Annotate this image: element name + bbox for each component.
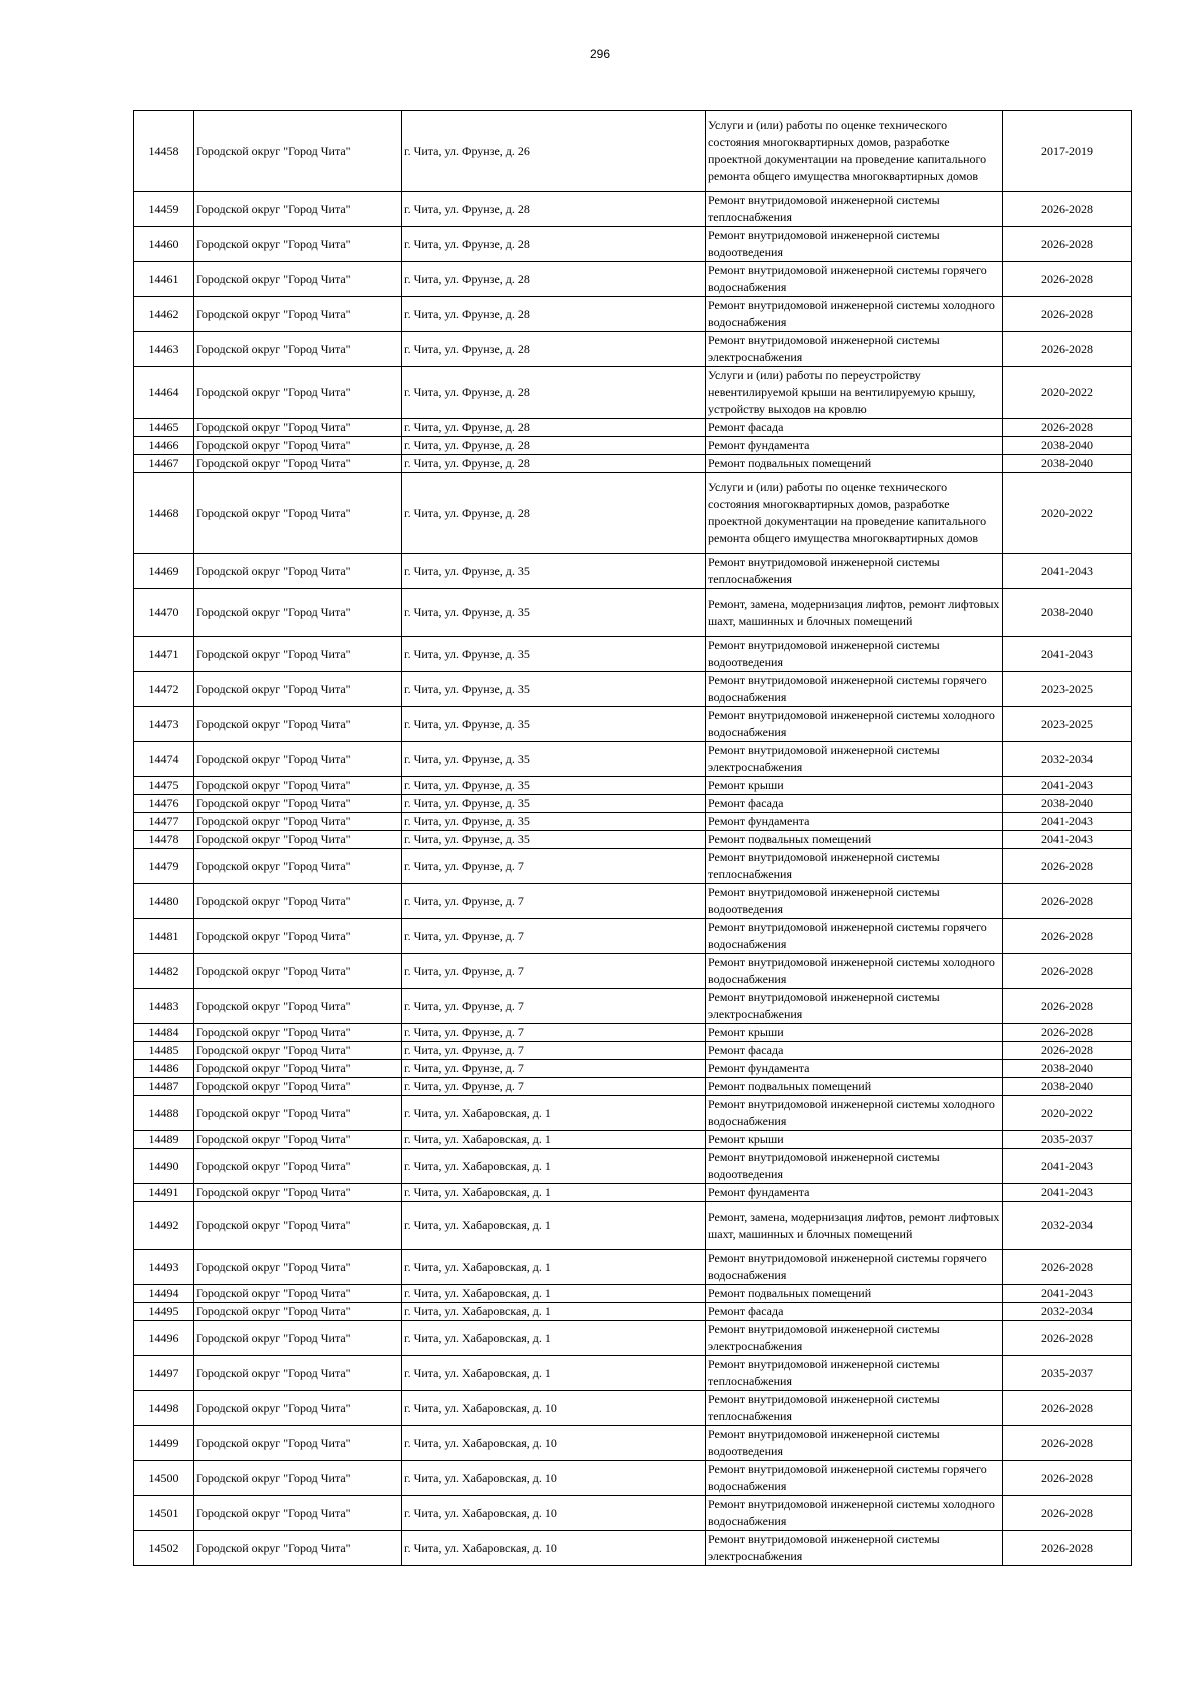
work-type-cell: Услуги и (или) работы по оценке технического состояния многоквартирных домов, разработке проектной документации на проведение капитального ремонта общего имущества многоквартирных домов [706,473,1003,554]
table-row [134,1202,1132,1250]
work-type-cell: Ремонт внутридомовой инженерной системы теплоснабжения [706,554,1003,589]
period-cell: 2038-2040 [1003,1078,1132,1096]
work-type-cell: Ремонт подвальных помещений [706,1078,1003,1096]
address-cell: г. Чита, ул. Хабаровская, д. 1 [402,1096,706,1131]
table-row [134,262,1132,297]
municipality-cell: Городской округ "Город Чита" [194,455,402,473]
row-number: 14467 [134,455,194,473]
municipality-cell: Городской округ "Город Чита" [194,419,402,437]
table-row [134,1531,1132,1566]
municipality-cell: Городской округ "Город Чита" [194,989,402,1024]
row-number: 14485 [134,1042,194,1060]
address-cell: г. Чита, ул. Фрунзе, д. 35 [402,637,706,672]
period-cell: 2032-2034 [1003,1303,1132,1321]
row-number: 14465 [134,419,194,437]
work-type-cell: Ремонт фасада [706,1042,1003,1060]
municipality-cell: Городской округ "Город Чита" [194,1461,402,1496]
address-cell: г. Чита, ул. Фрунзе, д. 35 [402,795,706,813]
row-number: 14473 [134,707,194,742]
work-type-cell: Ремонт внутридомовой инженерной системы водоотведения [706,1426,1003,1461]
municipality-cell: Городской округ "Город Чита" [194,367,402,419]
period-cell: 2026-2028 [1003,227,1132,262]
row-number: 14472 [134,672,194,707]
table-row [134,989,1132,1024]
work-type-cell: Ремонт внутридомовой инженерной системы водоотведения [706,637,1003,672]
table-row [134,1303,1132,1321]
period-cell: 2026-2028 [1003,919,1132,954]
address-cell: г. Чита, ул. Хабаровская, д. 10 [402,1461,706,1496]
table-row [134,795,1132,813]
table-row [134,1496,1132,1531]
municipality-cell: Городской округ "Город Чита" [194,1356,402,1391]
period-cell: 2026-2028 [1003,262,1132,297]
address-cell: г. Чита, ул. Хабаровская, д. 1 [402,1202,706,1250]
table-row [134,1426,1132,1461]
address-cell: г. Чита, ул. Фрунзе, д. 28 [402,192,706,227]
address-cell: г. Чита, ул. Фрунзе, д. 7 [402,884,706,919]
work-type-cell: Ремонт подвальных помещений [706,1285,1003,1303]
address-cell: г. Чита, ул. Фрунзе, д. 28 [402,455,706,473]
work-type-cell: Ремонт внутридомовой инженерной системы горячего водоснабжения [706,262,1003,297]
work-type-cell: Ремонт, замена, модернизация лифтов, ремонт лифтовых шахт, машинных и блочных помещений [706,1202,1003,1250]
row-number: 14493 [134,1250,194,1285]
municipality-cell: Городской округ "Город Чита" [194,1496,402,1531]
row-number: 14461 [134,262,194,297]
row-number: 14478 [134,831,194,849]
period-cell: 2026-2028 [1003,419,1132,437]
municipality-cell: Городской округ "Город Чита" [194,919,402,954]
address-cell: г. Чита, ул. Фрунзе, д. 35 [402,707,706,742]
work-type-cell: Услуги и (или) работы по переустройству невентилируемой крыши на вентилируемую крышу, устройству выходов на кровлю [706,367,1003,419]
municipality-cell: Городской округ "Город Чита" [194,227,402,262]
address-cell: г. Чита, ул. Фрунзе, д. 35 [402,742,706,777]
address-cell: г. Чита, ул. Фрунзе, д. 26 [402,111,706,192]
row-number: 14486 [134,1060,194,1078]
row-number: 14483 [134,989,194,1024]
row-number: 14484 [134,1024,194,1042]
address-cell: г. Чита, ул. Хабаровская, д. 1 [402,1356,706,1391]
work-type-cell: Ремонт внутридомовой инженерной системы горячего водоснабжения [706,1461,1003,1496]
municipality-cell: Городской округ "Город Чита" [194,437,402,455]
row-number: 14464 [134,367,194,419]
address-cell: г. Чита, ул. Хабаровская, д. 1 [402,1250,706,1285]
period-cell: 2035-2037 [1003,1131,1132,1149]
address-cell: г. Чита, ул. Фрунзе, д. 35 [402,589,706,637]
work-type-cell: Ремонт подвальных помещений [706,831,1003,849]
work-type-cell: Ремонт фасада [706,795,1003,813]
row-number: 14476 [134,795,194,813]
row-number: 14480 [134,884,194,919]
address-cell: г. Чита, ул. Фрунзе, д. 7 [402,989,706,1024]
period-cell: 2038-2040 [1003,589,1132,637]
row-number: 14498 [134,1391,194,1426]
municipality-cell: Городской округ "Город Чита" [194,1426,402,1461]
work-type-cell: Ремонт внутридомовой инженерной системы электроснабжения [706,332,1003,367]
repair-schedule-table [133,110,1132,1566]
work-type-cell: Ремонт крыши [706,1131,1003,1149]
municipality-cell: Городской округ "Город Чита" [194,332,402,367]
period-cell: 2035-2037 [1003,1356,1132,1391]
period-cell: 2038-2040 [1003,795,1132,813]
work-type-cell: Ремонт внутридомовой инженерной системы электроснабжения [706,1531,1003,1566]
municipality-cell: Городской округ "Город Чита" [194,1024,402,1042]
row-number: 14491 [134,1184,194,1202]
municipality-cell: Городской округ "Город Чита" [194,1303,402,1321]
address-cell: г. Чита, ул. Фрунзе, д. 7 [402,1060,706,1078]
address-cell: г. Чита, ул. Фрунзе, д. 35 [402,777,706,795]
period-cell: 2026-2028 [1003,954,1132,989]
row-number: 14479 [134,849,194,884]
address-cell: г. Чита, ул. Хабаровская, д. 1 [402,1131,706,1149]
period-cell: 2023-2025 [1003,707,1132,742]
work-type-cell: Ремонт внутридомовой инженерной системы холодного водоснабжения [706,707,1003,742]
table-row [134,332,1132,367]
municipality-cell: Городской округ "Город Чита" [194,1078,402,1096]
table-row [134,1149,1132,1184]
table-row [134,473,1132,554]
row-number: 14492 [134,1202,194,1250]
period-cell: 2041-2043 [1003,777,1132,795]
table-row [134,777,1132,795]
period-cell: 2026-2028 [1003,1042,1132,1060]
work-type-cell: Ремонт, замена, модернизация лифтов, ремонт лифтовых шахт, машинных и блочных помещений [706,589,1003,637]
address-cell: г. Чита, ул. Фрунзе, д. 28 [402,297,706,332]
table-row [134,111,1132,192]
row-number: 14471 [134,637,194,672]
table-row [134,1461,1132,1496]
work-type-cell: Ремонт фундамента [706,813,1003,831]
municipality-cell: Городской округ "Город Чита" [194,111,402,192]
municipality-cell: Городской округ "Город Чита" [194,1250,402,1285]
row-number: 14458 [134,111,194,192]
table-row [134,1285,1132,1303]
period-cell: 2026-2028 [1003,1024,1132,1042]
address-cell: г. Чита, ул. Хабаровская, д. 10 [402,1496,706,1531]
row-number: 14494 [134,1285,194,1303]
period-cell: 2041-2043 [1003,554,1132,589]
municipality-cell: Городской округ "Город Чита" [194,192,402,227]
municipality-cell: Городской округ "Город Чита" [194,672,402,707]
period-cell: 2020-2022 [1003,367,1132,419]
row-number: 14460 [134,227,194,262]
row-number: 14466 [134,437,194,455]
row-number: 14468 [134,473,194,554]
address-cell: г. Чита, ул. Фрунзе, д. 28 [402,227,706,262]
address-cell: г. Чита, ул. Фрунзе, д. 7 [402,1042,706,1060]
table-row [134,672,1132,707]
table-row [134,849,1132,884]
work-type-cell: Ремонт фасада [706,419,1003,437]
table-row [134,1060,1132,1078]
work-type-cell: Ремонт внутридомовой инженерной системы водоотведения [706,884,1003,919]
work-type-cell: Ремонт фундамента [706,437,1003,455]
address-cell: г. Чита, ул. Хабаровская, д. 1 [402,1303,706,1321]
municipality-cell: Городской округ "Город Чита" [194,795,402,813]
municipality-cell: Городской округ "Город Чита" [194,554,402,589]
address-cell: г. Чита, ул. Хабаровская, д. 1 [402,1321,706,1356]
table-row [134,742,1132,777]
table-row [134,419,1132,437]
address-cell: г. Чита, ул. Хабаровская, д. 1 [402,1184,706,1202]
municipality-cell: Городской округ "Город Чита" [194,637,402,672]
municipality-cell: Городской округ "Город Чита" [194,262,402,297]
row-number: 14488 [134,1096,194,1131]
municipality-cell: Городской округ "Город Чита" [194,1184,402,1202]
municipality-cell: Городской округ "Город Чита" [194,849,402,884]
work-type-cell: Ремонт внутридомовой инженерной системы водоотведения [706,227,1003,262]
table-row [134,919,1132,954]
period-cell: 2020-2022 [1003,473,1132,554]
row-number: 14463 [134,332,194,367]
municipality-cell: Городской округ "Город Чита" [194,1042,402,1060]
work-type-cell: Ремонт крыши [706,1024,1003,1042]
row-number: 14497 [134,1356,194,1391]
address-cell: г. Чита, ул. Фрунзе, д. 35 [402,813,706,831]
table-row [134,954,1132,989]
period-cell: 2020-2022 [1003,1096,1132,1131]
work-type-cell: Ремонт внутридомовой инженерной системы теплоснабжения [706,849,1003,884]
work-type-cell: Ремонт внутридомовой инженерной системы холодного водоснабжения [706,1496,1003,1531]
table-row [134,589,1132,637]
table-row [134,1024,1132,1042]
municipality-cell: Городской округ "Город Чита" [194,813,402,831]
table-row [134,1096,1132,1131]
work-type-cell: Ремонт внутридомовой инженерной системы горячего водоснабжения [706,672,1003,707]
period-cell: 2026-2028 [1003,1496,1132,1531]
address-cell: г. Чита, ул. Хабаровская, д. 10 [402,1426,706,1461]
work-type-cell: Ремонт внутридомовой инженерной системы водоотведения [706,1149,1003,1184]
period-cell: 2026-2028 [1003,884,1132,919]
period-cell: 2017-2019 [1003,111,1132,192]
municipality-cell: Городской округ "Город Чита" [194,1131,402,1149]
row-number: 14501 [134,1496,194,1531]
period-cell: 2041-2043 [1003,1184,1132,1202]
work-type-cell: Ремонт подвальных помещений [706,455,1003,473]
table-row [134,367,1132,419]
row-number: 14462 [134,297,194,332]
municipality-cell: Городской округ "Город Чита" [194,1096,402,1131]
address-cell: г. Чита, ул. Фрунзе, д. 28 [402,437,706,455]
work-type-cell: Ремонт внутридомовой инженерной системы теплоснабжения [706,1391,1003,1426]
period-cell: 2026-2028 [1003,297,1132,332]
table-row [134,884,1132,919]
row-number: 14499 [134,1426,194,1461]
row-number: 14459 [134,192,194,227]
address-cell: г. Чита, ул. Фрунзе, д. 28 [402,473,706,554]
period-cell: 2026-2028 [1003,1531,1132,1566]
row-number: 14481 [134,919,194,954]
table-row [134,831,1132,849]
period-cell: 2026-2028 [1003,1250,1132,1285]
address-cell: г. Чита, ул. Хабаровская, д. 10 [402,1391,706,1426]
address-cell: г. Чита, ул. Хабаровская, д. 1 [402,1285,706,1303]
period-cell: 2026-2028 [1003,1461,1132,1496]
table-row [134,1131,1132,1149]
period-cell: 2041-2043 [1003,637,1132,672]
address-cell: г. Чита, ул. Хабаровская, д. 1 [402,1149,706,1184]
work-type-cell: Услуги и (или) работы по оценке технического состояния многоквартирных домов, разработке проектной документации на проведение капитального ремонта общего имущества многоквартирных домов [706,111,1003,192]
row-number: 14495 [134,1303,194,1321]
period-cell: 2026-2028 [1003,1321,1132,1356]
address-cell: г. Чита, ул. Фрунзе, д. 7 [402,1024,706,1042]
municipality-cell: Городской округ "Город Чита" [194,831,402,849]
period-cell: 2026-2028 [1003,849,1132,884]
work-type-cell: Ремонт фундамента [706,1184,1003,1202]
period-cell: 2041-2043 [1003,831,1132,849]
municipality-cell: Городской округ "Город Чита" [194,1149,402,1184]
row-number: 14470 [134,589,194,637]
table-row [134,437,1132,455]
municipality-cell: Городской округ "Город Чита" [194,742,402,777]
row-number: 14502 [134,1531,194,1566]
period-cell: 2038-2040 [1003,1060,1132,1078]
period-cell: 2026-2028 [1003,989,1132,1024]
period-cell: 2026-2028 [1003,332,1132,367]
period-cell: 2041-2043 [1003,1285,1132,1303]
row-number: 14474 [134,742,194,777]
work-type-cell: Ремонт внутридомовой инженерной системы холодного водоснабжения [706,954,1003,989]
work-type-cell: Ремонт внутридомовой инженерной системы электроснабжения [706,989,1003,1024]
row-number: 14477 [134,813,194,831]
period-cell: 2026-2028 [1003,1391,1132,1426]
table-row [134,455,1132,473]
row-number: 14482 [134,954,194,989]
row-number: 14475 [134,777,194,795]
table-row [134,1321,1132,1356]
municipality-cell: Городской округ "Город Чита" [194,1285,402,1303]
work-type-cell: Ремонт внутридомовой инженерной системы электроснабжения [706,1321,1003,1356]
address-cell: г. Чита, ул. Фрунзе, д. 35 [402,672,706,707]
period-cell: 2041-2043 [1003,813,1132,831]
address-cell: г. Чита, ул. Фрунзе, д. 28 [402,419,706,437]
address-cell: г. Чита, ул. Хабаровская, д. 10 [402,1531,706,1566]
table-row [134,192,1132,227]
table-row [134,297,1132,332]
period-cell: 2038-2040 [1003,455,1132,473]
table-row [134,227,1132,262]
table-row [134,813,1132,831]
period-cell: 2026-2028 [1003,1426,1132,1461]
row-number: 14496 [134,1321,194,1356]
address-cell: г. Чита, ул. Фрунзе, д. 35 [402,554,706,589]
table-row [134,1042,1132,1060]
period-cell: 2026-2028 [1003,192,1132,227]
address-cell: г. Чита, ул. Фрунзе, д. 7 [402,1078,706,1096]
period-cell: 2038-2040 [1003,437,1132,455]
address-cell: г. Чита, ул. Фрунзе, д. 7 [402,919,706,954]
work-type-cell: Ремонт внутридомовой инженерной системы горячего водоснабжения [706,919,1003,954]
table-row [134,707,1132,742]
municipality-cell: Городской округ "Город Чита" [194,1531,402,1566]
municipality-cell: Городской округ "Город Чита" [194,1202,402,1250]
row-number: 14500 [134,1461,194,1496]
table-body [134,111,1132,1566]
municipality-cell: Городской округ "Город Чита" [194,297,402,332]
address-cell: г. Чита, ул. Фрунзе, д. 28 [402,262,706,297]
municipality-cell: Городской округ "Город Чита" [194,1321,402,1356]
page-number: 296 [589,47,611,61]
table-row [134,1184,1132,1202]
table-row [134,554,1132,589]
table-row [134,1078,1132,1096]
row-number: 14469 [134,554,194,589]
work-type-cell: Ремонт фундамента [706,1060,1003,1078]
address-cell: г. Чита, ул. Фрунзе, д. 7 [402,849,706,884]
table-row [134,1356,1132,1391]
period-cell: 2041-2043 [1003,1149,1132,1184]
period-cell: 2032-2034 [1003,1202,1132,1250]
work-type-cell: Ремонт внутридомовой инженерной системы теплоснабжения [706,192,1003,227]
address-cell: г. Чита, ул. Фрунзе, д. 35 [402,831,706,849]
work-type-cell: Ремонт внутридомовой инженерной системы электроснабжения [706,742,1003,777]
row-number: 14490 [134,1149,194,1184]
work-type-cell: Ремонт крыши [706,777,1003,795]
municipality-cell: Городской округ "Город Чита" [194,1391,402,1426]
work-type-cell: Ремонт внутридомовой инженерной системы теплоснабжения [706,1356,1003,1391]
address-cell: г. Чита, ул. Фрунзе, д. 28 [402,367,706,419]
table-row [134,637,1132,672]
period-cell: 2023-2025 [1003,672,1132,707]
work-type-cell: Ремонт внутридомовой инженерной системы холодного водоснабжения [706,297,1003,332]
municipality-cell: Городской округ "Город Чита" [194,589,402,637]
municipality-cell: Городской округ "Город Чита" [194,1060,402,1078]
work-type-cell: Ремонт внутридомовой инженерной системы горячего водоснабжения [706,1250,1003,1285]
municipality-cell: Городской округ "Город Чита" [194,707,402,742]
row-number: 14489 [134,1131,194,1149]
municipality-cell: Городской округ "Город Чита" [194,954,402,989]
work-type-cell: Ремонт внутридомовой инженерной системы холодного водоснабжения [706,1096,1003,1131]
period-cell: 2032-2034 [1003,742,1132,777]
table-row [134,1250,1132,1285]
row-number: 14487 [134,1078,194,1096]
address-cell: г. Чита, ул. Фрунзе, д. 7 [402,954,706,989]
municipality-cell: Городской округ "Город Чита" [194,884,402,919]
table-row [134,1391,1132,1426]
municipality-cell: Городской округ "Город Чита" [194,777,402,795]
municipality-cell: Городской округ "Город Чита" [194,473,402,554]
address-cell: г. Чита, ул. Фрунзе, д. 28 [402,332,706,367]
work-type-cell: Ремонт фасада [706,1303,1003,1321]
